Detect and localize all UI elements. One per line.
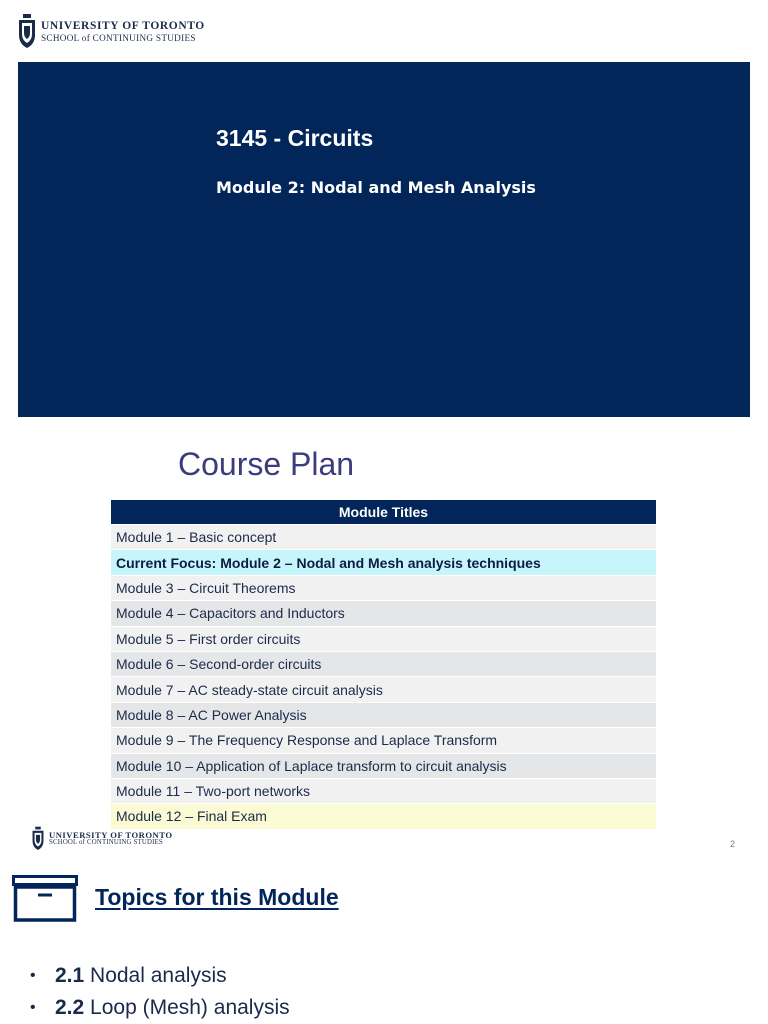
table-row-current: Current Focus: Module 2 – Nodal and Mesh analysis techniques bbox=[111, 550, 656, 575]
table-row: Module 1 – Basic concept bbox=[111, 525, 656, 550]
footer-logo-line2: SCHOOL of CONTINUING STUDIES bbox=[49, 839, 163, 847]
topics-heading: Topics for this Module bbox=[95, 884, 339, 910]
archive-box-icon bbox=[12, 875, 78, 923]
bullet: • bbox=[30, 999, 36, 1016]
footer-logo-line1: UNIVERSITY OF TORONTO bbox=[49, 829, 173, 840]
page-number: 2 bbox=[730, 839, 736, 849]
title-banner bbox=[18, 62, 750, 417]
list-item bbox=[30, 960, 290, 992]
table-row: Module 9 – The Frequency Response and Laplace Transform bbox=[111, 728, 656, 753]
logo-line1: UNIVERSITY OF TORONTO bbox=[41, 19, 205, 32]
bullet: • bbox=[30, 967, 36, 984]
table-row: Module 7 – AC steady-state circuit analysis bbox=[111, 677, 656, 702]
module-subtitle: Module 2: Nodal and Mesh Analysis bbox=[216, 178, 536, 197]
university-logo bbox=[17, 13, 205, 51]
course-plan-heading: Course Plan bbox=[178, 446, 355, 482]
topic-text: Loop (Mesh) analysis bbox=[84, 996, 290, 1019]
list-item bbox=[30, 992, 290, 1024]
table-row: Module 4 – Capacitors and Inductors bbox=[111, 601, 656, 626]
crest-icon bbox=[17, 13, 37, 51]
crest-icon bbox=[31, 826, 45, 852]
topic-number: 2.2 bbox=[55, 996, 85, 1019]
module-table bbox=[111, 500, 656, 829]
table-row-final: Module 12 – Final Exam bbox=[111, 804, 656, 829]
table-row: Module 10 – Application of Laplace transform to circuit analysis bbox=[111, 753, 656, 778]
table-row: Module 8 – AC Power Analysis bbox=[111, 702, 656, 727]
table-row: Module 11 – Two-port networks bbox=[111, 778, 656, 803]
table-header: Module Titles bbox=[111, 500, 656, 525]
footer-university-logo bbox=[31, 826, 173, 852]
table-row: Module 6 – Second-order circuits bbox=[111, 651, 656, 676]
logo-line2: SCHOOL of CONTINUING STUDIES bbox=[41, 33, 196, 44]
topic-text: Nodal analysis bbox=[84, 964, 227, 987]
course-title: 3145 - Circuits bbox=[216, 125, 374, 151]
table-row: Module 3 – Circuit Theorems bbox=[111, 575, 656, 600]
topic-number: 2.1 bbox=[55, 964, 85, 987]
table-row: Module 5 – First order circuits bbox=[111, 626, 656, 651]
topics-list bbox=[30, 960, 290, 1024]
